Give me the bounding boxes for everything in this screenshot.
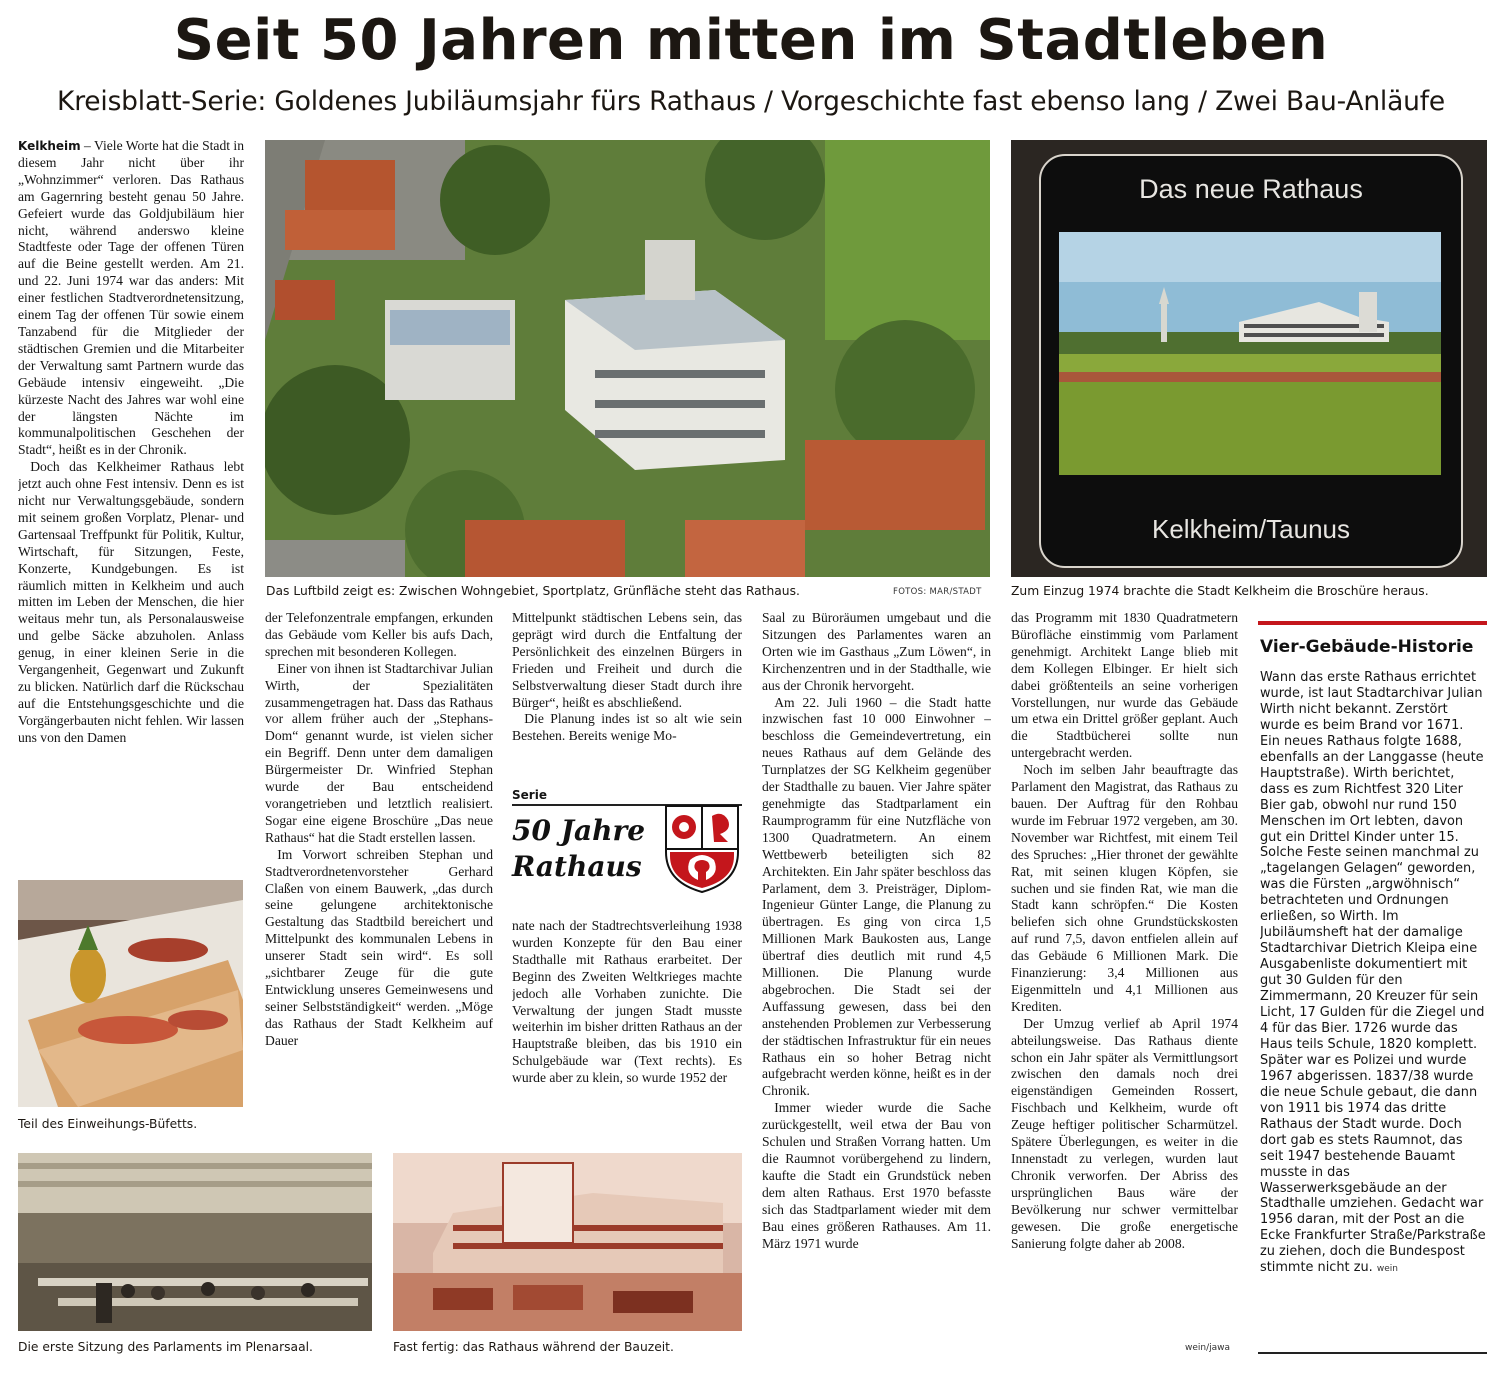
series-box [512,788,742,910]
sidebar-text: Wann das erste Rathaus errichtet wurde, ist laut Stadtarchivar Julian Wirth nicht bekannt. Zerstört wurde es beim Brand vor 1671. Ein neues Rathaus folgte 1688, ebenfalls an der Langgasse (heute Hauptstraße). Wirth berichtet, dass es zum Richtfest 320 Liter Bier gab, obwohl nur rund 150 Menschen im Ort lebten, davon gut ein Drittel Kinder unter 15. Solche Feste seinen manchmal zu „tagelangen Gelagen“ geworden, was die Fürsten „argwöhnisch“ betrachteten und Ordnungen erließen, so Wirth. Im Jubiläumsheft hat der damalige Stadtarchivar Dietrich Kleipa eine Ausgabenliste dokumentiert mit gut 30 Gulden für den Zimmermann, 20 Kreuzer für sein Licht, 17 Gulden für die Ziegel und 4 für das Bier. 1726 wurde das Haus teils Schule, 1820 komplett. Später war es Polizei und wurde 1967 abgerissen. 1837/38 wurde die neue Schule gebaut, die dann von 1911 bis 1974 das dritte Rathaus der Stadt wurde. Doch dort gab es stets Raumnot, das seit 1947 bestehende Bauamt musste in das Wasserwerksgebäude an der Stadthalle umziehen. Gedacht war 1956 daran, mit der Post an die Ecke Frankfurter Straße/Parkstraße zu ziehen, doch die Bundespost stimmte nicht zu. [1260,670,1486,1276]
buffet-photo [18,880,243,1107]
aerial-photo-caption: Das Luftbild zeigt es: Zwischen Wohngebiet, Sportplatz, Grünfläche steht das Rathaus. [266,584,800,598]
paragraph: Mittelpunkt städtischen Lebens sein, das geprägt wird durch die Entfaltung der Persönlichkeit des einzelnen Bürgers in Frieden und Freiheit und durch die Selbstverwaltung dieser Stadt durch ihre Bürger“, heißt es abschließend. [512,610,742,710]
aerial-photo-image [265,140,990,577]
article-column-3 [512,610,742,780]
article-column-2 [265,610,493,1138]
parliament-image [18,1153,372,1331]
buffet-caption: Teil des Einweihungs-Büfetts. [18,1117,198,1131]
sidebar-bottom-rule [1258,1352,1487,1354]
paragraph: Im Vorwort schreiben Stephan und Stadtverordnetenvorsteher Gerhard Claßen von einem Bauwerk, „das durch seine gelungene architektonische Gestaltung das Stadtbild bereichert und Mittelpunkt des kommunalen Lebens in unserer Stadt sein wird“. Es soll „sichtbarer Zeuge für die gute Entwicklung unseres Gemeinwesens und seiner Selbstständigkeit“ werden. „Möge das Rathaus der Stadt Kelkheim auf Dauer [265,846,493,1048]
parliament-caption: Die erste Sitzung des Parlaments im Plenarsaal. [18,1340,313,1354]
paragraph: Saal zu Büroräumen umgebaut und die Sitzungen des Parlamentes waren an Orten wie im Gasthaus „Zum Löwen“, in Kirchenzentren und in der Stadthalle, wie aus der Chronik hervorgeht. [762,610,991,693]
brochure-caption: Zum Einzug 1974 brachte die Stadt Kelkheim die Broschüre heraus. [1011,584,1429,598]
construction-caption: Fast fertig: das Rathaus während der Bauzeit. [393,1340,674,1354]
series-title-line1: 50 Jahre [512,814,646,847]
construction-photo [393,1153,742,1331]
paragraph: Noch im selben Jahr beauftragte das Parlament den Magistrat, das Rathaus zu bauen. Der Auftrag für den Rohbau wurde im Februar 1972 vergeben, am 30. November war Richtfest, mit einem Teil des Spruches: „Hier thronet der gewählte Rat, mit seinen klugen Köpfen, sie suchen und sie finden Rat, wie man die Stadt kann schröpfen.“ Die Kosten beliefen sich ohne Grundstückskosten auf rund 7,5, davon entfielen allein auf das Gebäude 6 Millionen Mark. Die Finanzierung: 3,4 Millionen aus Eigenmitteln und 4,1 Millionen aus Krediten. [1011,762,1238,1014]
dateline: Kelkheim [18,139,81,153]
construction-image [393,1153,742,1331]
series-label: Serie [512,788,547,802]
article-column-1 [18,138,244,858]
article-column-4 [762,610,991,1358]
paragraph: Einer von ihnen ist Stadtarchivar Julian Wirth, der Spezialitäten zusammengetragen hat. Dass das Rathaus vor allem früher auch der „Stephans-Dom“ genannt wurde, ist vielen sicher ein Begriff. Denn unter dem damaligen Bürgermeister Dr. Winfried Stephan wurde der Bau entscheidend vorangetrieben und letztlich realisiert. Sogar eine eigene Broschüre „Das neue Rathaus“ hat die Stadt erstellen lassen. [265,660,493,845]
sidebar-body [1260,670,1486,1346]
lead-text: – Viele Worte hat die Stadt in diesem Jahr nicht über ihr „Wohnzimmer“ verloren. Das Rathaus am Gagernring besteht genau 50 Jahre. Gefeiert wurde das Goldjubiläum hier nicht, während anderswo kleine Stadtfeste oder Tage der offenen Türen auf die Beine gestellt werden. Am 21. und 22. Juni 1974 war das anders: Mit einer festlichen Stadtverordnetensitzung, einem Tag der offenen Tür sowie einem Tanzabend für die Mitglieder der städtischen Gremien und die Mitarbeiter der Verwaltung samt Partnern wurde das Gebäude intensiv eingeweiht. „Die kürzeste Nacht des Jahres war wohl eine der längsten Nächte im kommunalpolitischen Geschehen der Stadt“, heißt es in der Chronik. [18,138,244,458]
sidebar-accent-rule [1258,621,1487,625]
author-signoff: wein/jawa [1185,1343,1231,1353]
photo-credit: FOTOS: MAR/STADT [893,587,982,597]
lead-paragraph [18,138,244,459]
brochure-subtitle: Kelkheim/Taunus [1152,514,1350,544]
paragraph: Der Umzug verlief ab April 1974 abteilungsweise. Das Rathaus diente schon ein Jahr später als Vermittlungsort zwischen den damals noch drei eigenständigen Gemeinden Rossert, Fischbach und Kelkheim, wurde oft Zeuge heftiger politischer Scharmützel. Spätere Überlegungen, es weiter in die Innenstadt zu verlegen, wurden laut Chronik verworfen. Der Abriss des ursprünglichen Baus wäre der Bevölkerung nur schwer vermittelbar gewesen. Die große energetische Sanierung folgte daher ab 2008. [1011,1015,1238,1251]
headline: Seit 50 Jahren mitten im Stadtleben [173,8,1329,73]
paragraph: Am 22. Juli 1960 – die Stadt hatte inzwischen fast 10 000 Einwohner – beschloss die Gemeindevertretung, ein neues Rathaus auf dem Gelände des Turnplatzes der SG Kelkheim gegenüber der Stadthalle zu bauen. Vier Jahre später genehmigte das Stadtparlament ein Raumprogramm für eine Nutzfläche von 1300 Quadratmetern. An einem Wettbewerb beteiligten sich 82 Architekten. Ein Jahr später beschloss das Parlament, dem 3. Preisträger, Diplom-Ingenieur Günter Lange, die Planung zu übertragen. Es ging von circa 1,5 Millionen Mark Baukosten aus, Lange übertraf dies deutlich mit rund 4,5 Millionen. Die Planung wurde abgebrochen. Die Stadt sei der Auffassung gewesen, dass bei den anstehenden Problemen zur Verbesserung der städtischen Infrastruktur für ein neues Rathaus ein so hoher Betrag nicht aufgebracht werden könne, heißt es in der Chronik. [762,694,991,1099]
brochure-cover-image [1059,232,1441,475]
subheadline: Kreisblatt-Serie: Goldenes Jubiläumsjahr fürs Rathaus / Vorgeschichte fast ebenso lang / Zwei Bau-Anläufe [57,86,1445,117]
paragraph: Immer wieder wurde die Sache zurückgestellt, weil etwa der Bau von Schulen und Straßen Vorrang hatten. Um die Raumnot vorübergehend zu lindern, kaufte die Stadt ein Grundstück neben dem alten Rathaus. Erst 1970 befasste sich das Stadtparlament wieder mit dem Bau eines größeren Rathauses. Am 11. März 1971 wurde [762,1100,991,1251]
paragraph: nate nach der Stadtrechtsverleihung 1938 wurden Konzepte für den Bau einer Stadthalle mit Rathaus erarbeitet. Der Beginn des Zweiten Weltkrieges machte jedoch alle Vorhaben zunichte. Die Verwaltung der jungen Stadt musste weiterhin im bisher dritten Rathaus an der Hauptstraße bleiben, das bis 1910 ein Schulgebäude war (Text rechts). Es wurde aber zu klein, so wurde 1952 der [512,918,742,1086]
aerial-photo [265,140,990,577]
paragraph: Die Planung indes ist so alt wie sein Bestehen. Bereits wenige Mo- [512,711,742,744]
article-column-5 [1011,610,1238,1350]
paragraph: Doch das Kelkheimer Rathaus lebt jetzt auch ohne Fest intensiv. Denn es ist nicht nur Verwaltungsgebäude, sondern mit seinem großen Vorplatz, Plenar- und Gartensaal Treffpunkt für Politik, Kultur, Wirtschaft, für Sitzungen, Feste, Konzerte, Kundgebungen. Es ist räumlich mitten in Kelkheim und auch mitten im Leben der Menschen, die hier weitaus mehr tun, als Personalausweise und gelbe Säcke abzuholen. Anlass genug, in einer kleinen Serie in die Vergangenheit, Gegenwart und Zukunft zu blicken. Natürlich darf die Rückschau auf die Entstehungsgeschichte und die Vorgängerbauten nicht fehlen. Wir lassen uns von den Damen [18,459,244,745]
paragraph: der Telefonzentrale empfangen, erkunden das Gebäude vom Keller bis aufs Dach, sprechen mit besonderen Kollegen. [265,610,493,659]
sidebar-title: Vier-Gebäude-Historie [1260,637,1474,657]
sidebar-signoff: wein [1376,1264,1398,1275]
brochure-photo [1011,140,1487,577]
series-title-line2: Rathaus [512,850,642,883]
brochure-title: Das neue Rathaus [1139,174,1363,204]
kelkheim-coat-of-arms [662,802,742,894]
buffet-image [18,880,243,1107]
article-column-3-continued [512,918,742,1140]
paragraph: das Programm mit 1830 Quadratmetern Bürofläche einstimmig vom Parlament genehmigt. Architekt Lange blieb mit dem Kollegen Elbinger. Er hielt sich dabei größtenteils an seine vorherigen Vorstellungen, nur wurde das Gebäude um etwa ein Drittel größer geplant. Auch die Stadtbücherei sollte nun untergebracht werden. [1011,610,1238,761]
parliament-photo [18,1153,372,1331]
